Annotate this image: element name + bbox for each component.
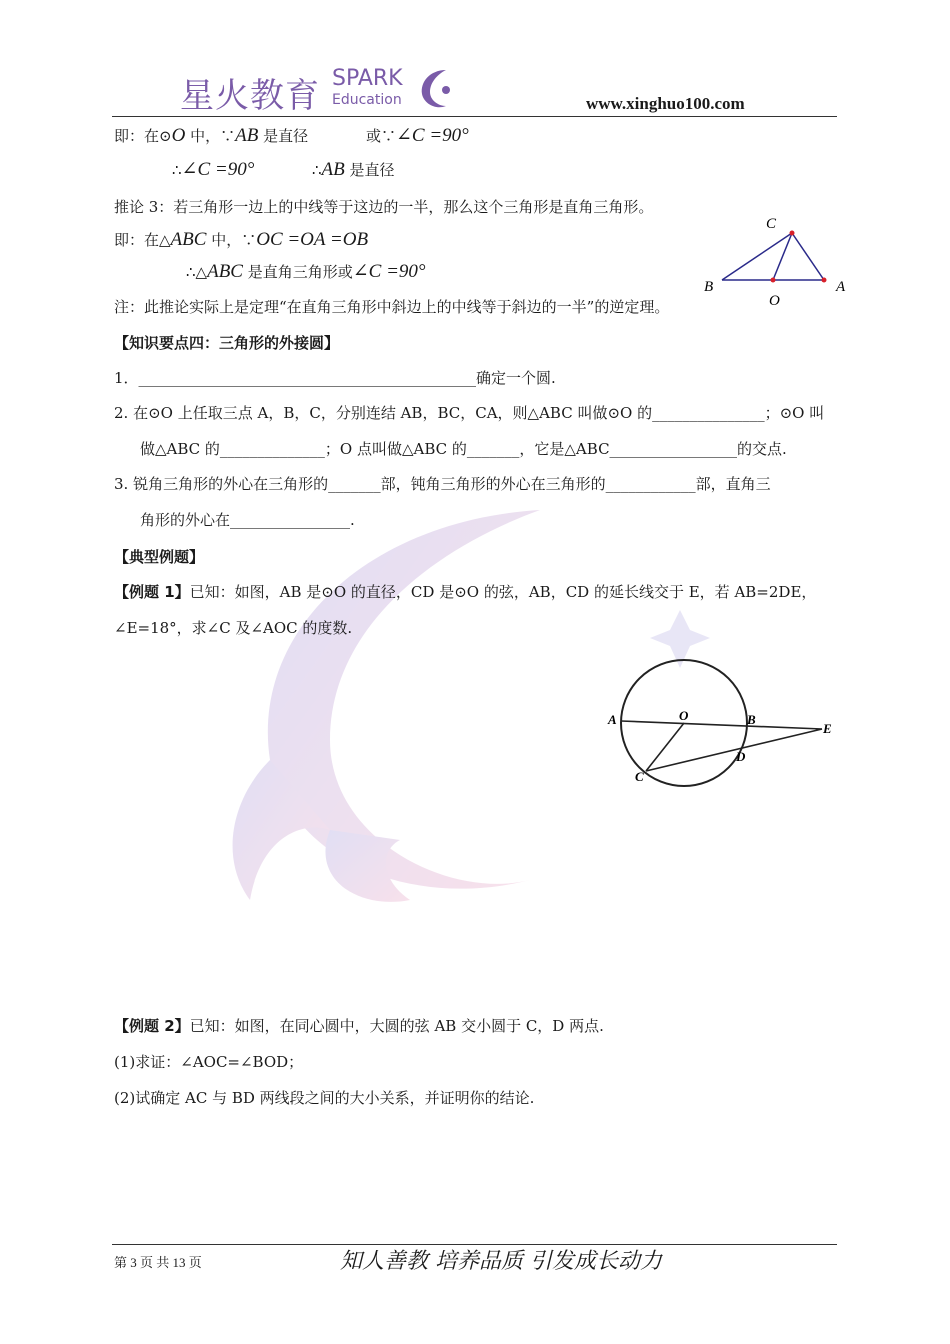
note-converse: 注：此推论实际上是定理“在直角三角形中斜边上的中线等于斜边的一半”的逆定理。 — [114, 298, 670, 316]
example-1-line-1: 【例题 1】已知：如图，AB 是⊙O 的直径，CD 是⊙O 的弦，AB，CD 的延长线交于 E，若 AB=2DE， — [114, 583, 817, 601]
example-1-line-2: ∠E=18°，求∠C 及∠AOC 的度数. — [114, 619, 353, 637]
label-b: B — [704, 279, 714, 295]
label-c: C — [766, 216, 777, 232]
header-url: www.xinghuo100.com — [586, 94, 745, 113]
knowledge-item-3a: 3. 锐角三角形的外心在三角形的_______部，钝角三角形的外心在三角形的____________部，直角三 — [114, 475, 771, 493]
label-a: A — [608, 712, 617, 727]
point-o — [771, 278, 776, 283]
corollary-3: 推论 3：若三角形一边上的中线等于这边的一半，那么这个三角形是直角三角形。 — [114, 198, 654, 216]
header-rule — [112, 116, 837, 117]
point-a — [822, 278, 827, 283]
section-heading-examples: 【典型例题】 — [114, 548, 205, 566]
knowledge-item-2b: 做△ABC 的______________；O 点叫做△ABC 的_______，它是△ABC_________________的交点. — [140, 440, 787, 458]
page-number: 第 3 页 共 13 页 — [114, 1255, 202, 1270]
point-c — [790, 231, 795, 236]
label-d: D — [736, 749, 746, 764]
line-ae — [621, 721, 822, 729]
example-1-heading: 【例题 1】 — [114, 583, 190, 601]
triangle-side-ca — [792, 233, 824, 280]
label-e: E — [823, 721, 832, 736]
footer-slogan: 知人善教 培养品质 引发成长动力 — [340, 1249, 662, 1274]
triangle-side-bc — [722, 233, 792, 280]
label-c: C — [635, 769, 644, 784]
logo-swirl-icon — [416, 66, 460, 110]
line-inference-3: 即：在△ABC 中，∵OC =OA =OB — [114, 229, 369, 250]
logo-education: Education — [332, 92, 402, 108]
label-o: O — [769, 293, 780, 309]
line-therefore-2: ∴AB 是直径 — [312, 159, 395, 180]
example-2-part-1: (1)求证：∠AOC=∠BOD； — [114, 1053, 304, 1071]
logo — [180, 64, 460, 114]
logo-chinese: 星火教育 — [180, 76, 320, 116]
line-ce — [646, 729, 822, 771]
figure-circle-secant — [604, 650, 840, 790]
logo-spark: SPARK — [332, 66, 403, 91]
example-2-heading: 【例题 2】 — [114, 1017, 190, 1035]
line-inference-1-or: 或∵∠C =90° — [366, 125, 469, 146]
label-b: B — [747, 712, 756, 727]
knowledge-item-1: 1．_____________________________________________确定一个圆. — [114, 369, 556, 387]
line-therefore-1: ∴∠C =90° — [172, 159, 255, 180]
example-2-line-1: 【例题 2】已知：如图，在同心圆中，大圆的弦 AB 交小圆于 C，D 两点. — [114, 1017, 604, 1035]
label-o: O — [679, 708, 689, 723]
section-heading-4: 【知识要点四：三角形的外接圆】 — [114, 334, 340, 352]
figure-right-triangle — [698, 208, 858, 312]
knowledge-item-2a: 2. 在⊙O 上任取三点 A，B，C，分别连结 AB，BC，CA，则△ABC 叫做⊙O 的_______________；⊙O 叫 — [114, 404, 825, 422]
knowledge-item-3b: 角形的外心在________________. — [140, 511, 355, 529]
label-a: A — [836, 279, 846, 295]
line-inference-1: 即：在⊙O 中，∵AB 是直径 — [114, 125, 309, 146]
example-2-part-2: (2)试确定 AC 与 BD 两线段之间的大小关系，并证明你的结论. — [114, 1089, 535, 1107]
line-therefore-3: ∴△ABC 是直角三角形或∠C =90° — [186, 261, 426, 282]
